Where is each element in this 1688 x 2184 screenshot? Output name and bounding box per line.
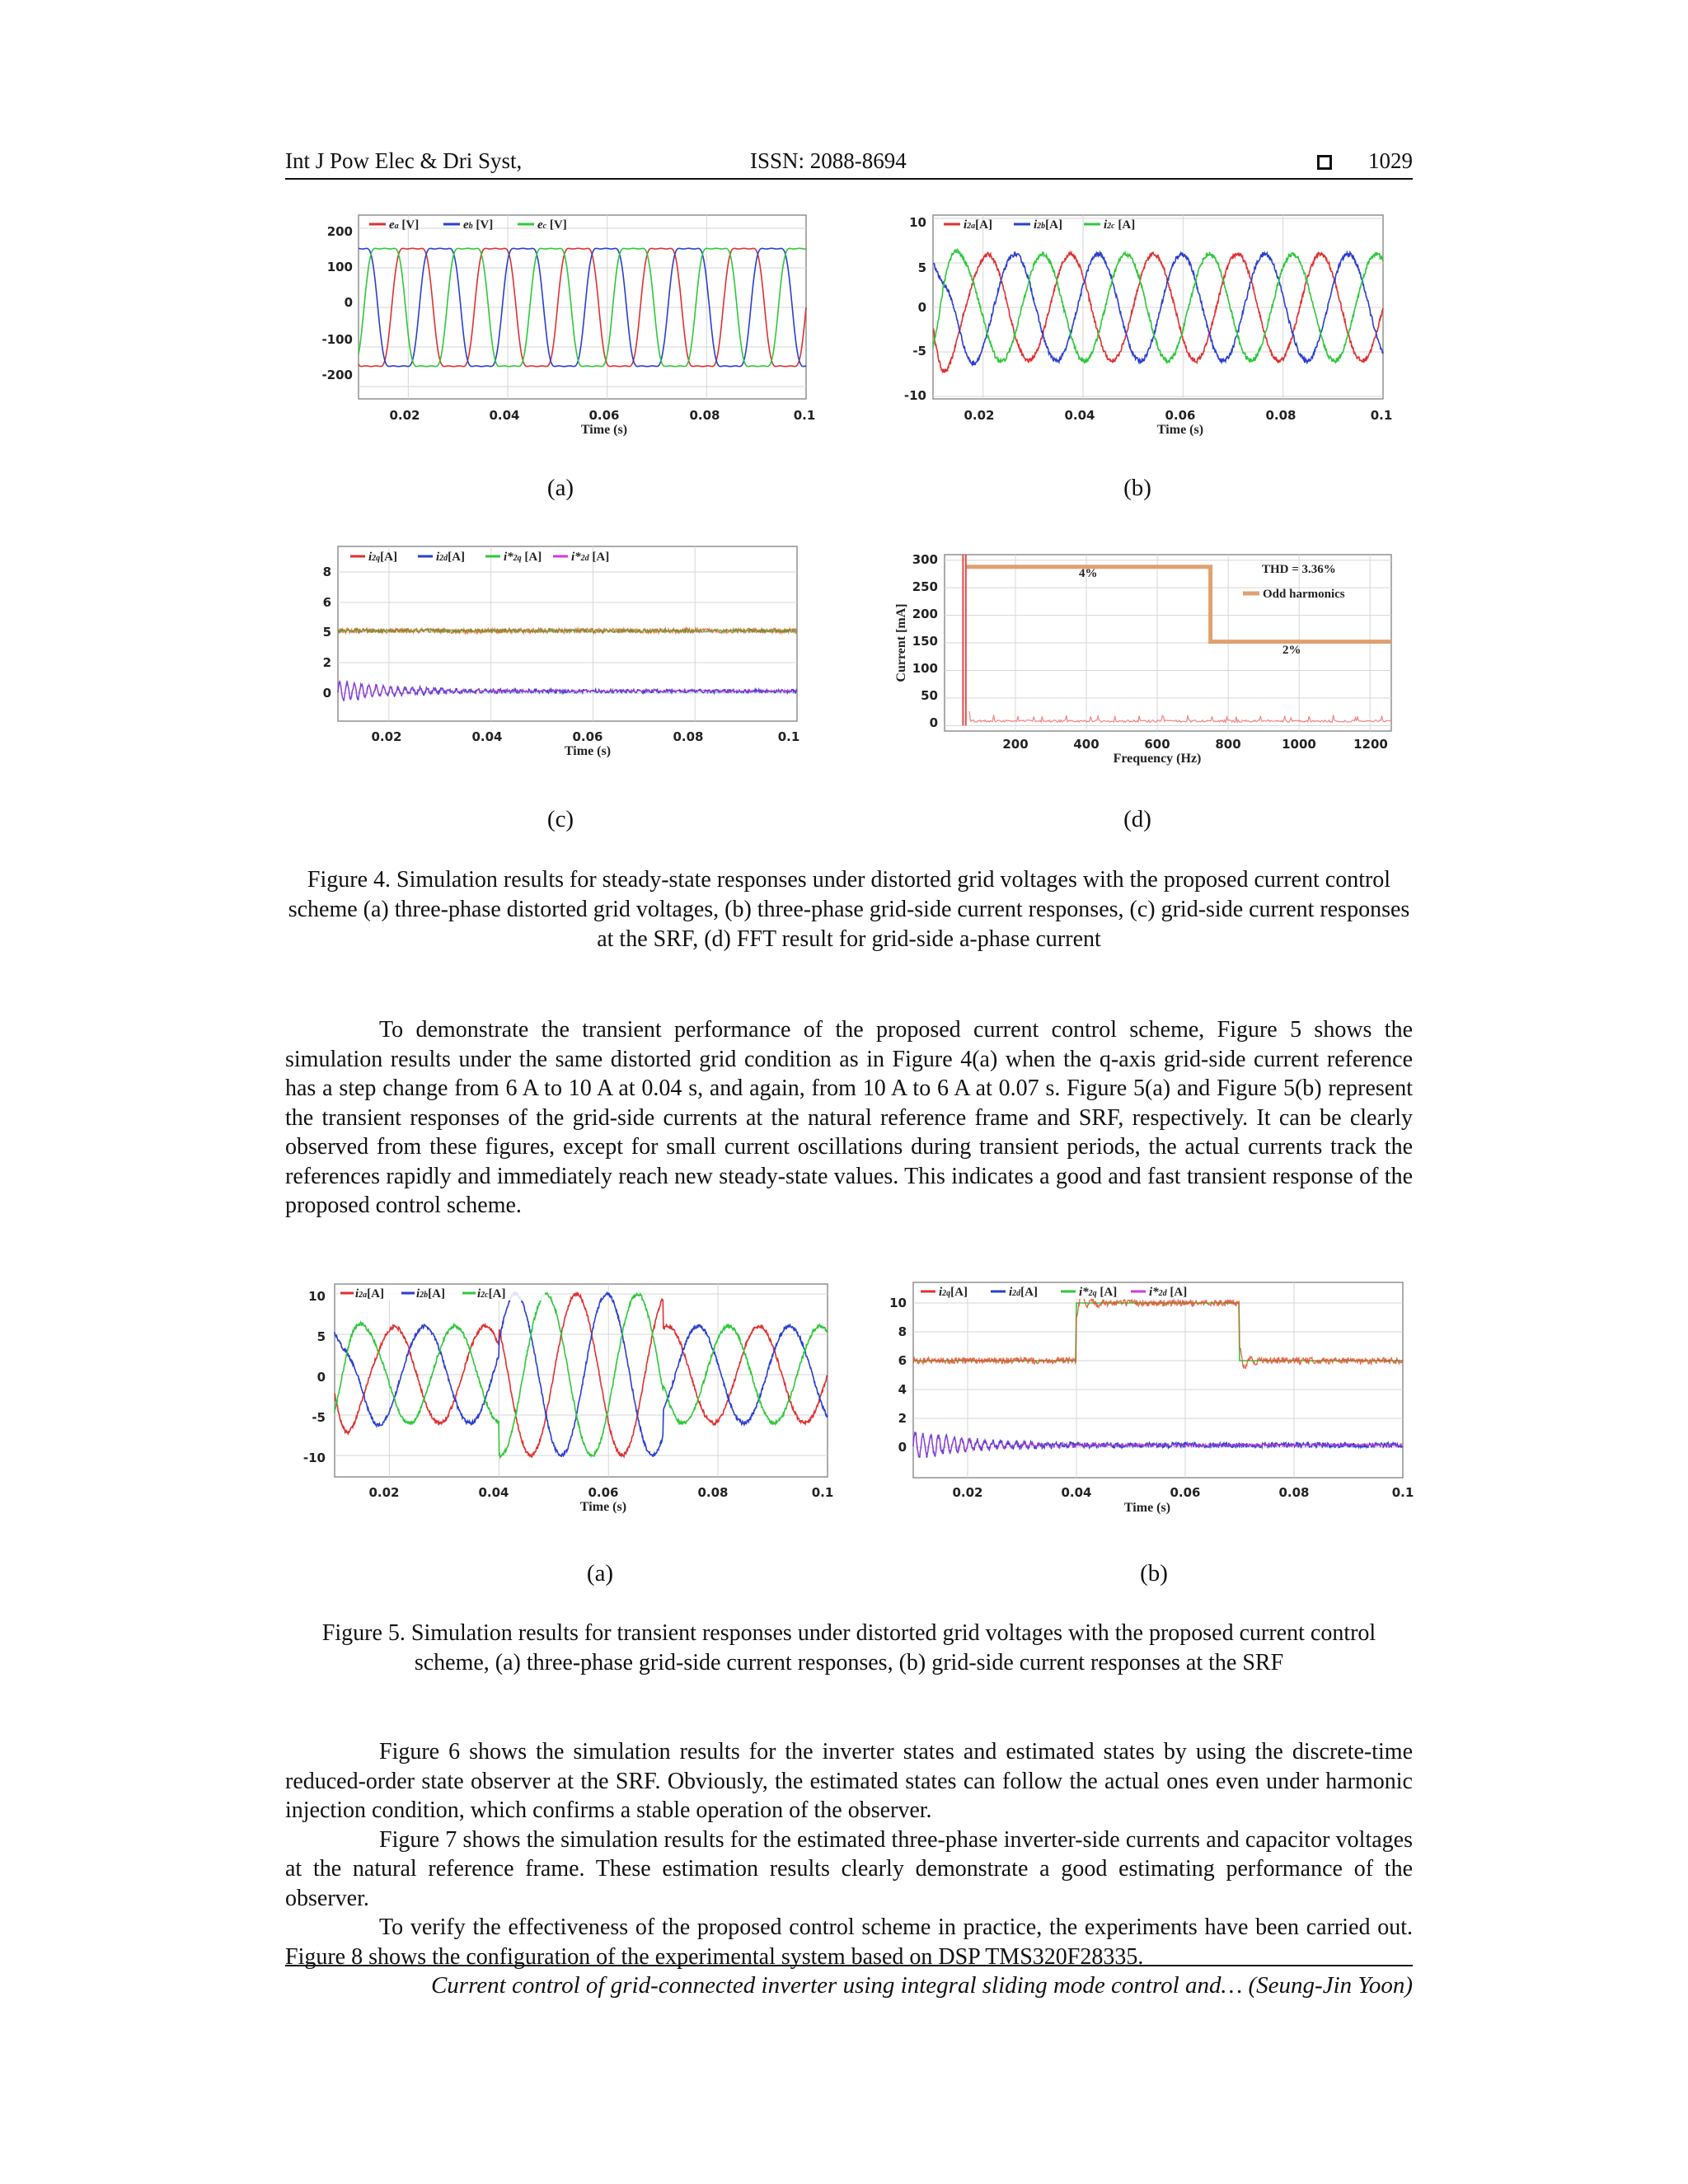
svg-text:eb [V]: eb [V]: [463, 218, 494, 232]
xtick: 0.04: [489, 408, 520, 423]
xtick: 400: [1073, 737, 1100, 752]
svg-text:ea [V]: ea [V]: [389, 218, 420, 232]
xtick: 200: [1002, 737, 1029, 752]
ytick: 150: [912, 634, 938, 649]
xtick: 0.02: [368, 1485, 400, 1500]
figure4b-plot: [890, 210, 1401, 437]
svg-text:i2q[A]: i2q[A]: [939, 1286, 968, 1299]
figure4d-xlabel: Frequency (Hz): [1113, 752, 1202, 766]
body-paragraph-1: [285, 1015, 1413, 1221]
paragraph-text: To verify the effectiveness of the proposed control scheme in practice, the experiments have been carried out. Figure 8 shows the configuration of the experimental system based on DSP TMS320F28335.: [285, 1915, 1413, 1970]
xtick: 0.08: [1278, 1485, 1310, 1500]
ytick: 0: [344, 295, 353, 310]
ytick: 100: [326, 260, 353, 274]
paragraph-text: To demonstrate the transient performance of the proposed current control scheme, Figure 5 shows the simulation results under the same distorted grid condition as in Figure 4(a) when the q-axis grid-side current reference has a step change from 6 A to 10 A at 0.04 s, and again, from 10 A to 6 A at 0.07 s. Figure 5(a) and Figure 5(b) represent the transient responses of the grid-side currents at the natural reference frame and SRF, respectively. It can be clearly observed from these figures, except for small current oscillations during transient periods, the actual currents track the references rapidly and immediately reach new steady-state values. This indicates a good and fast transient response of the proposed control scheme.: [285, 1017, 1413, 1218]
ytick: 8: [898, 1324, 907, 1339]
svg-text:i2b[A]: i2b[A]: [416, 1287, 445, 1301]
xtick: 0.04: [1061, 1485, 1092, 1500]
ytick: 300: [912, 552, 938, 567]
ytick: 2: [322, 655, 331, 670]
figure4d-ylabel: Current [mA]: [894, 603, 908, 682]
paragraph-text: Figure 7 shows the simulation results for the estimated three-phase inverter-side currents and capacitor voltages at the natural reference frame. These estimation results clearly demonstrate a good estimating performance of the observer.: [285, 1826, 1413, 1911]
ytick: 6: [898, 1353, 907, 1368]
xtick: 0.02: [964, 408, 995, 423]
figure5b-xlabel: Time (s): [1123, 1501, 1171, 1515]
svg-text:i2c [A]: i2c [A]: [1104, 218, 1136, 232]
figure4a-legend: [369, 218, 567, 232]
xtick: 600: [1144, 737, 1170, 752]
figure4c-xlabel: Time (s): [564, 744, 612, 758]
ytick: 5: [322, 625, 331, 640]
label-2pct: 2%: [1282, 644, 1301, 657]
xtick: 0.04: [1064, 408, 1095, 423]
ytick: 10: [889, 1296, 907, 1310]
ytick: 200: [912, 607, 938, 621]
figure4a-plot: [313, 210, 820, 437]
figure4a-xlabel: Time (s): [580, 423, 628, 437]
figure5a-label: (a): [586, 1560, 614, 1586]
svg-text:i2a[A]: i2a[A]: [964, 218, 992, 232]
ytick: -5: [912, 344, 926, 359]
xtick: 0.08: [673, 729, 704, 744]
ytick: 0: [917, 300, 926, 315]
xtick: 0.02: [371, 729, 402, 744]
xtick: 0.06: [588, 1485, 619, 1500]
figure4b-label: (b): [1123, 475, 1151, 501]
xtick: 0.06: [572, 729, 603, 744]
xtick: 0.06: [1165, 408, 1196, 423]
xtick: 0.06: [588, 408, 620, 423]
figure4d-label: (d): [1123, 806, 1151, 832]
ytick: 0: [898, 1440, 907, 1455]
figure4-caption: Figure 4. Simulation results for steady-state responses under distorted grid voltages with the proposed current control scheme (a) three-phase distorted grid voltages, (b) three-phase grid-side current responses, (c) grid-side current responses at the SRF, (d) FFT result for grid-side a-phase current: [288, 867, 1410, 952]
issn: ISSN: 2088-8694: [750, 148, 907, 173]
ytick: 10: [909, 215, 926, 230]
xtick: 0.08: [697, 1485, 729, 1500]
ytick: -200: [321, 368, 353, 382]
ytick: 6: [322, 595, 331, 610]
ytick: -10: [302, 1451, 326, 1465]
xtick: 0.04: [478, 1485, 509, 1500]
svg-text:i*2d [A]: i*2d [A]: [571, 551, 610, 564]
figure5a-plot: [293, 1276, 841, 1523]
page-header: [285, 142, 1413, 175]
xtick: 0.1: [1391, 1485, 1414, 1500]
figure5a-xlabel: Time (s): [579, 1500, 627, 1514]
svg-text:i*2d [A]: i*2d [A]: [1149, 1286, 1188, 1299]
xtick: 0.08: [689, 408, 720, 423]
footer-rule: [285, 1965, 1413, 1966]
svg-text:ec [V]: ec [V]: [537, 218, 567, 232]
figure5a-legend: [339, 1286, 545, 1301]
ytick: 8: [322, 565, 331, 579]
ytick: 100: [912, 661, 938, 676]
header-rule: [285, 178, 1413, 180]
xtick: 0.1: [777, 729, 800, 744]
ytick: -100: [321, 332, 353, 347]
ytick: 10: [308, 1289, 326, 1304]
xtick: 1200: [1353, 737, 1388, 752]
figure5b-label: (b): [1140, 1560, 1168, 1586]
xtick: 0.1: [793, 408, 816, 423]
xtick: 1000: [1282, 737, 1316, 752]
svg-text:i2a[A]: i2a[A]: [355, 1287, 384, 1301]
ytick: 0: [929, 715, 938, 730]
xtick: 0.04: [471, 729, 503, 744]
journal-name: Int J Pow Elec & Dri Syst,: [285, 148, 523, 173]
svg-text:i*2q [A]: i*2q [A]: [504, 551, 542, 564]
legend-odd-harmonics: Odd harmonics: [1263, 588, 1345, 601]
figure4c-plot: [313, 544, 816, 771]
ytick: 0: [322, 686, 331, 701]
xtick: 0.08: [1265, 408, 1296, 423]
xtick: 0.02: [389, 408, 420, 423]
ytick: 250: [912, 579, 938, 594]
ytick: 2: [898, 1411, 907, 1426]
ytick: -5: [312, 1410, 326, 1425]
ytick: 200: [326, 224, 353, 239]
figure4c-label: (c): [546, 806, 574, 832]
body-paragraphs-2: [285, 1737, 1413, 1971]
xtick: 800: [1215, 737, 1241, 752]
ytick: 5: [316, 1329, 326, 1344]
label-4pct: 4%: [1079, 567, 1098, 580]
svg-text:i*2q [A]: i*2q [A]: [1079, 1286, 1118, 1299]
xtick: 0.02: [952, 1485, 983, 1500]
figure4b-xlabel: Time (s): [1156, 423, 1204, 437]
figure5b-plot: [884, 1276, 1419, 1523]
svg-text:i2d[A]: i2d[A]: [436, 551, 465, 564]
ytick: 50: [921, 688, 938, 703]
svg-text:i2c[A]: i2c[A]: [477, 1287, 506, 1301]
ytick: 4: [898, 1382, 907, 1397]
figure5b-legend: [918, 1284, 1198, 1299]
svg-text:i2d[A]: i2d[A]: [1009, 1286, 1038, 1299]
figure5-caption: Figure 5. Simulation results for transient responses under distorted grid voltages with the proposed current control scheme, (a) three-phase grid-side current responses, (b) grid-side current responses at the SRF: [321, 1620, 1376, 1675]
page-footer: Current control of grid-connected inverter using integral sliding mode control and… (Seung-Jin Yoon): [430, 1972, 1413, 1999]
thd-label: THD = 3.36%: [1262, 563, 1336, 576]
ytick: 0: [316, 1370, 326, 1385]
xtick: 0.06: [1170, 1485, 1201, 1500]
xtick: 0.1: [1370, 408, 1393, 423]
page-number-group: [1317, 148, 1413, 174]
ytick: 5: [917, 260, 926, 275]
svg-text:i2b[A]: i2b[A]: [1034, 218, 1062, 232]
figure4d-plot: [890, 544, 1414, 775]
figure4a-label: (a): [546, 475, 574, 501]
square-icon: [1317, 155, 1332, 170]
page-number: 1029: [1368, 148, 1413, 173]
paragraph-text: Figure 6 shows the simulation results for the inverter states and estimated states by using the discrete-time reduced-order state observer at the SRF. Obviously, the estimated states can follow the actual ones even under harmonic injection condition, which confirms a stable operation of the observer.: [285, 1739, 1413, 1823]
svg-text:i2q[A]: i2q[A]: [368, 551, 397, 564]
ytick: -10: [903, 388, 926, 403]
xtick: 0.1: [811, 1485, 834, 1500]
